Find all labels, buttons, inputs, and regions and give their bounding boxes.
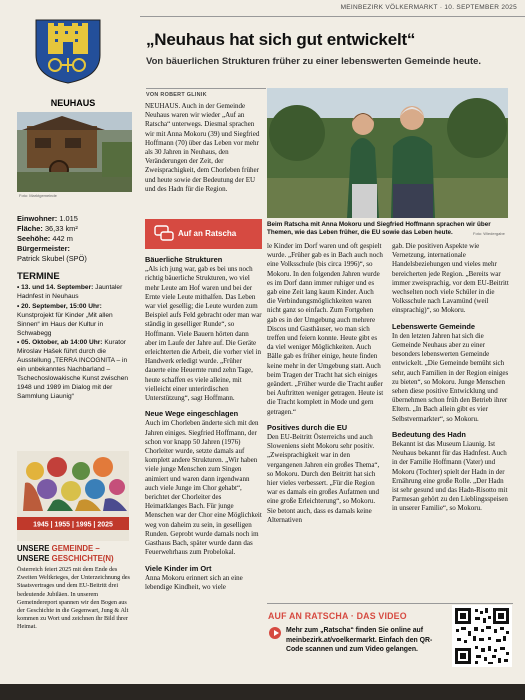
series-description: Österreich feiert 2025 mit dem Ende des Zweiten Weltkrieges, der Unterzeichnung des Staatsvertrages und dem EU-Beitritt drei bedeutende Jubiläen. In unserem Gemeindereport spannen wir den Bogen aus der Geschichte in die Gegenwart, Jung & Alt kommen zu Wort und zeichnen ihr Bild ihrer Heimat.: [17, 566, 130, 631]
interview-photo: [267, 88, 508, 218]
region-name: NEUHAUS: [50, 98, 96, 108]
coat-of-arms-logo: [33, 17, 103, 85]
article-column-1: [145, 255, 262, 598]
paragraph: „Als ich jung war, gab es bei uns noch richtig bäuerliche Strukturen, wo viel mehr Leute am Hof waren und bei der Ernte viele Leute mithalfen. Das Leben war viel gesellig; die Leute wurden zum Beispiel aufs Feld gebracht oder man war ständig in geselliger Runde“, so Hoffmann. Viele Bauern hörten dann aber im Laufe der Jahre auf. Die Geräte erleichterten die Arbeit, die vorher viel in Handwerk erledigt wurde. „Früher dauerte eine Heuernte rund zehn Tage, heute schaffen es viele alleine, mit vielleicht einer unterirdischen Unterstützung“, sagt Hoffmann.: [145, 265, 262, 403]
fact-row: Seehöhe: 442 m: [17, 234, 73, 243]
article-intro: NEUHAUS. Auch in der Gemeinde Neuhaus waren wir wieder „Auf an Ratscha“ unterwegs. Diesmal sprachen wir mit Anna Mokoru (39) und Siegfried Hoffmann (70) über das Leben vor mehr als 30 Jahren in Neuhaus, den Veränderungen der Zeit, der Zweisprachigkeit, dem Chorleben früher und heute sowie der Bedeutung der EU und des Hadn für die Region.: [145, 102, 260, 193]
events-list: [17, 284, 133, 403]
section-heading: Neue Wege eingeschlagen: [145, 409, 239, 419]
paragraph: le Kinder im Dorf waren und oft gespielt wurde. „Früher gab es in Bach auch noch eine Volksschule (bis circa 1996)“, so Mokoru. In den folgenden Jahren wurde es im Dorf dann immer ruhiger und es gab eine Zeit lang kaum Kinder. Auch die Verbindungsmöglichkeiten waren nicht ganz so einfach. Zum Fortgehen gab es in der Umgebung auch mehrere Discos und Gasthäuser, wo man sich treffen und feiern konnte. Heute gibt es da viel weniger Möglichkeiten. Auch Bälle gab es früher einige, heute finden keine mehr in der Umgebung statt. Auch beim Tragen der Tracht hat sich einiges geändert. „Früher wurde die Tracht außer bei Auftritten weniger getragen. Heute ist die Tracht komplett in Mode und gern getragen.“: [267, 242, 384, 416]
section-heading: Bedeutung des Hadn: [392, 429, 466, 439]
section-heading: Positives durch die EU: [267, 422, 348, 432]
info-sidebar: [13, 14, 133, 700]
photo-credit: Foto: Wiedergabe: [473, 231, 505, 236]
section-heading: Bäuerliche Strukturen: [145, 255, 223, 264]
event-item: • 20. September, 15:00 Uhr: Kunstprojekt für Kinder „Mit allen Sinnen“ im Haus der Kultur in Schwabegg: [17, 302, 113, 337]
series-badge-label: Auf an Ratscha: [178, 229, 237, 238]
facts-list: [17, 214, 137, 264]
section-heading: Viele Kinder im Ort: [145, 563, 212, 573]
promo-title: AUF AN RATSCHA · DAS VIDEO: [268, 611, 407, 621]
paragraph: Auch im Chorleben änderte sich mit den Jahren einiges. Siegfried Hoffmann, der schon vor knapp 50 Jahren (1976) Chorleiter wurde, setzte damals auf komplett andere Strukturen. „Wir haben viele junge Menschen zum Singen animiert und waren dann irgendwann auch viele Junge im Chor gehabt“, berichtet der Chorleiter des Heimatklanges Bach. Für junge Menschen war der Chor eine Möglichkeit weg von daheim zu sein, in geselligen Runden. Geprobt wurde damals noch im Gasthaus Bach, später wurde dann das Feuerwehrhaus zum Probelokal.: [145, 419, 262, 557]
promo-text: Mehr zum „Ratscha“ finden Sie online auf meinbezirk.at/voelkermarkt. Einfach den QR-Code scannen und zum Video gelangen.: [286, 627, 433, 653]
play-icon[interactable]: [269, 627, 281, 639]
paragraph: Anna Mokoru erinnert sich an eine lebendige Kindheit, wo viele: [145, 573, 243, 591]
photo-credit: Foto: Marktgemeinde: [19, 193, 57, 198]
page-edge: [0, 684, 525, 700]
section-heading: Lebenswerte Gemeinde: [392, 321, 475, 331]
fact-row: Einwohner: 1.015: [17, 214, 78, 223]
village-photo: [17, 112, 132, 192]
paragraph: In den letzten Jahren hat sich die Gemeinde Neuhaus aber zu einer besonders lebenswerten Gemeinde entwickelt. „Die Gemeinde bemüht sich sehr, auch Familien in der Region einiges zu bieten“, so Mokoru. Junge Menschen sehen diese positive Entwicklung und übernehmen schon früh den Betrieb ihrer Eltern. „In Bach allein gibt es vier Selbstvermarkter“, so Mokoru.: [392, 331, 509, 423]
paragraph: Den EU-Beitritt Österreichs und auch Sloweniens sieht Mokoru sehr positiv. „Zweisprachigkeit war in den vergangenen Jahren ein großes Thema“, so Mokoru. Durch den Beitritt hat sich hier vieles verbessert. „Für die Region war es damals ein großes Aufatmen und eine große Erleichterung“, so Mokoru. Sie betont auch, dass es damals keine Alternativen: [267, 433, 380, 524]
date-line: MEINBEZIRK VÖLKERMARKT · 10. SEPTEMBER 2025: [340, 4, 517, 11]
article-column-2: [267, 242, 384, 531]
fact-row: Fläche: 36,33 km²: [17, 224, 78, 233]
qr-code[interactable]: [452, 605, 512, 667]
events-heading: TERMINE: [17, 271, 60, 282]
paragraph: gab. Die positiven Aspekte wie Vernetzung, internationale Handelsbeziehungen und vieles mehr bereicherten jede Region. „Bereits war immer zweisprachig, vor dem EU-Beitritt wechselten noch viele Schüler in die Volksschule nach Lavamünd (weil einsprachig)“, so Mokoru.: [392, 242, 509, 315]
event-item: • 13. und 14. September: Jauntaler Hadnfest in Neuhaus: [17, 284, 123, 300]
author-rule: [146, 88, 266, 89]
article-title: „Neuhaus hat sich gut entwickelt“: [146, 30, 416, 49]
series-badge: [145, 219, 262, 249]
fact-row: Bürgermeister:: [17, 244, 70, 253]
article-author: VON ROBERT GLINIK: [146, 92, 207, 98]
video-promo-box: [267, 597, 513, 679]
paragraph: Bekannt ist das Museum Liaunig. Ist Neuhaus bekannt für das Hadnfest. Auch in der Familie Hoffmann (Vater) und Mokoru (Tochter) spielt der Hadn in der Ernährung eine große Rolle. „Der Hadn ist sehr gesund und das Hadn-Risotto mit Parmesan gehört zu den Lieblingsspeisen in unserer Familie“, so Mokoru.: [392, 440, 508, 513]
photo-caption: Beim Ratscha mit Anna Mokoru und Siegfried Hoffmann sprachen wir über Themen, wie das Leben früher, die EU sowie das Leben heute.: [267, 221, 491, 236]
poster-years: 1945 | 1955 | 1995 | 2025: [33, 521, 113, 529]
header-rule: [140, 16, 525, 17]
anniversary-poster: [17, 451, 129, 541]
series-heading: UNSERE GEMEINDE – UNSERE GESCHICHTE(N): [17, 544, 114, 563]
event-item: • 05. Oktober, ab 14:00 Uhr: Kurator Miroslav Hašek führt durch die Ausstellung „TERRA INCOGNITA – in ein unbekanntes Nachbarland – Tschechoslowakische Kunst zwischen 1948 und 1989 im Dialog mit der Sammlung Liaunig“: [17, 339, 129, 400]
promo-rule: [267, 603, 513, 604]
article-subtitle: Von bäuerlichen Strukturen früher zu einer lebenswerten Gemeinde heute.: [146, 56, 482, 67]
chat-bubble-icon: [153, 223, 175, 245]
article-column-3: [392, 242, 510, 520]
fact-row: Patrick Skubel (SPÖ): [17, 254, 87, 263]
